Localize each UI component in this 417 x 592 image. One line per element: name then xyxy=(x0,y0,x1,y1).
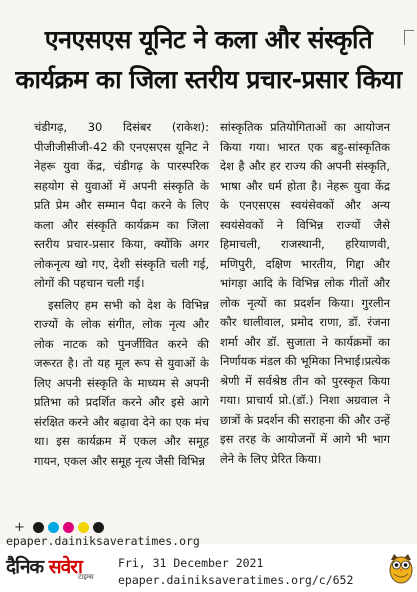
registration-dot-yellow xyxy=(78,522,89,533)
article-paragraph: चंडीगढ़, 30 दिसंबर (राकेश): पीजीजीसीजी-42 की एनएसएस यूनिट ने नेहरू युवा केंद्र, चंडीगढ़ के पारस्परिक सहयोग से युवाओं में अपनी संस्कृति के प्रति प्रेम और सम्मान पैदा करने के लिए कला और संस्कृति कार्यक्रम का जिला स्तरीय प्रचार-प्रसार किया, क्योंकि अगर लोकनृत्य खो गए, देशी संस्कृति चली गई, लोगों की पहचान चली गई। xyxy=(34,120,209,290)
epaper-page-url[interactable]: epaper.dainiksaveratimes.org/c/652 xyxy=(118,573,354,587)
registration-cross-icon: + xyxy=(14,520,25,535)
article-paragraph: सांस्कृतिक प्रतियोगिताओं का आयोजन किया गया। भारत एक बहु-सांस्कृतिक देश है और हर राज्य की अपनी संस्कृति, भाषा और धर्म होता है। नेहरू युवा केंद्र के एनएसएस स्वयंसेवकों और अन्य स्वयंसेवकों ने विभिन्न राज्यों जैसे हिमाचली, राजस्थानी, हरियाणवी, मणिपुरी, दक्षिण भारतीय, गिद्दा और भांगड़ा आदि के विभिन्न लोक गीतों और लोक नृत्यों का प्रदर्शन किया। गुरलीन कौर धालीवाल, प्रमोद राणा, डॉ. रंजना शर्मा और डॉ. सुजाता ने कार्यक्रमों का निर्णायक मंडल की भूमिका निभाई।प्रत्येक श्रेणी में सर्वश्रेष्ठ तीन को पुरस्कृत किया गया। प्राचार्य प्रो.(डॉ.) निशा अग्रवाल ने छात्रों के प्रदर्शन की सराहना की और उन्हें इस तरह के आयोजनों में आगे भी भाग लेने के लिए प्रेरित किया। xyxy=(220,120,390,466)
registration-dot-cyan xyxy=(48,522,59,533)
registration-dot-black xyxy=(33,522,44,533)
headline-line-2: कार्यक्रम का जिला स्तरीय प्रचार-प्रसार किया xyxy=(15,65,402,94)
print-registration-marks xyxy=(14,520,104,535)
article-right-column xyxy=(220,118,390,471)
registration-dot-magenta xyxy=(63,522,74,533)
owl-mascot-icon xyxy=(388,552,414,584)
publication-date: Fri, 31 December 2021 xyxy=(118,556,264,570)
headline-line-1: एनएसएस यूनिट ने कला और संस्कृति xyxy=(44,25,373,54)
registration-dot-black-2 xyxy=(93,522,104,533)
newspaper-logo xyxy=(6,553,106,581)
logo-tagline: टाइम्स xyxy=(78,573,94,581)
logo-word-savera: सवेरा xyxy=(48,556,82,578)
article-left-column xyxy=(34,118,209,473)
logo-word-dainik: दैनिक xyxy=(6,556,44,578)
article-paragraph: इसलिए हम सभी को देश के विभिन्न राज्यों के लोक संगीत, लोक नृत्य और लोक नाटक को पुनर्जीवित करने की जरूरत है। तो यह मूल रूप से युवाओं के लिए अपनी संस्कृति के माध्यम से अपनी प्रतिभा को प्रदर्शित करने और इसे आगे संरक्षित करने और बढ़ावा देने का एक मंच था। इस कार्यक्रम में एकल और समूह गायन, एकल और समूह नृत्य जैसी विभिन्न xyxy=(34,297,209,468)
epaper-url-top[interactable]: epaper.dainiksaveratimes.org xyxy=(6,534,200,548)
